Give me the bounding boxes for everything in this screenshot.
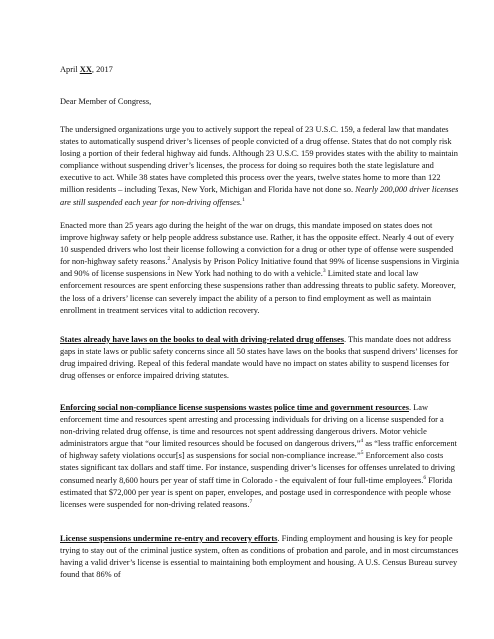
paragraph-enforcement — [60, 402, 460, 511]
state-laws-heading: States already have laws on the books to deal with driving-related drug offenses — [60, 335, 344, 344]
paragraph-intro — [60, 124, 460, 209]
paragraph-reentry — [60, 533, 460, 581]
date-year: , 2017 — [91, 65, 113, 74]
intro-text: The undersigned organizations urge you to actively support the repeal of 23 U.S.C. 159, a federal law that mandates states to automatically suspend driver’s licenses of people convicted of a drug offense. States that do not comply risk losing a portion of their federal highway aid funds. Although 23 U.S.C. 159 provides states with the ability to maintain compliance without suspending driver’s licenses, the process for doing so requires both the state legislature and executive to act. While 38 states have completed this process over the years, twelve states home to more than 122 million residents – including Texas, New York, Michigan and Florida have not done so. — [60, 125, 458, 195]
enforcement-text-d: Florida estimated that $72,000 per year is spent on paper, envelopes, and postage used in correspondence with people whose licenses were suspended for non-driving related reasons. — [60, 475, 453, 509]
footnote-ref-6: 6 — [423, 474, 427, 481]
date-month: April — [60, 65, 78, 74]
history-text-a: Enacted more than 25 years ago during the height of the war on drugs, this mandate imposed on states does not improve highway safety or help people address substance use. Rather, it has the opposite effect. Nearly 4 out of every 10 suspended drivers who lost their license following a conviction for a drug or other type of offense were suspended for non-highway safety reasons. — [60, 221, 454, 267]
paragraph-history — [60, 220, 460, 317]
state-laws-text: . This mandate does not address gaps in state laws or public safety concerns since all 50 states have laws on the books that suspend drivers’ licenses for drug impaired driving. Repeal of this federal mandate would have no impact on states ability to suspend licenses for drug offenses or enforce impaired driving statutes. — [60, 335, 458, 381]
paragraph-state-laws — [60, 334, 460, 382]
reentry-heading: License suspensions undermine re-entry and recovery efforts — [60, 534, 278, 543]
history-text-b: Analysis by Prison Policy Initiative found that 99% of license suspensions in Virginia and 90% of license suspensions in New York had nothing to do with a vehicle. — [60, 257, 460, 279]
salutation: Dear Member of Congress, — [60, 97, 152, 106]
enforcement-text-b: as “less traffic enforcement of highway safety violations occur[s] as suspensions for social non-compliance increase.” — [60, 439, 457, 461]
history-text-c: Limited state and local law enforcement resources are spent enforcing these suspensions rather than addressing threats to public safety. Moreover, the loss of a drivers’ license can severely impact the ability of a person to find employment as well as maintain enrollment in treatment services vital to addiction recovery. — [60, 269, 456, 315]
date-day-placeholder: XX — [79, 65, 92, 74]
footnote-ref-1: 1 — [242, 196, 245, 203]
enforcement-text-a: . Law enforcement time and resources spent arresting and processing individuals for driving on a license suspended for a non-driving related drug offense, is time and resources not spent addressing dangerous drivers. Motor vehicle administrators argue that “our limited resources should be focused on dangerous drivers,” — [60, 403, 444, 449]
reentry-text: . Finding employment and housing is key for people trying to stay out of the criminal justice system, often as conditions of probation and parole, and in most circumstances having a valid driver’s license is essential to maintaining both employment and housing. A U.S. Census Bureau survey found that 86% of — [60, 534, 459, 580]
enforcement-text-c: Enforcement also costs states significant tax dollars and staff time. For instance, suspending driver’s licenses for offenses unrelated to driving consumed nearly 8,600 hours per year of staff time in Colorado - the equivalent of four full-time employees. — [60, 451, 455, 485]
intro-italic-statement: Nearly 200,000 driver licenses are still suspended each year for non-driving offenses. — [60, 185, 459, 207]
footnote-ref-4: 4 — [360, 438, 364, 445]
footnote-ref-3: 3 — [322, 268, 326, 275]
footnote-ref-2: 2 — [167, 256, 171, 263]
footnote-ref-5: 5 — [360, 450, 364, 457]
letter-date — [60, 64, 460, 76]
footnote-ref-7: 7 — [249, 498, 253, 505]
enforcement-heading: Enforcing social non-compliance license suspensions wastes police time and government resources — [60, 403, 409, 412]
